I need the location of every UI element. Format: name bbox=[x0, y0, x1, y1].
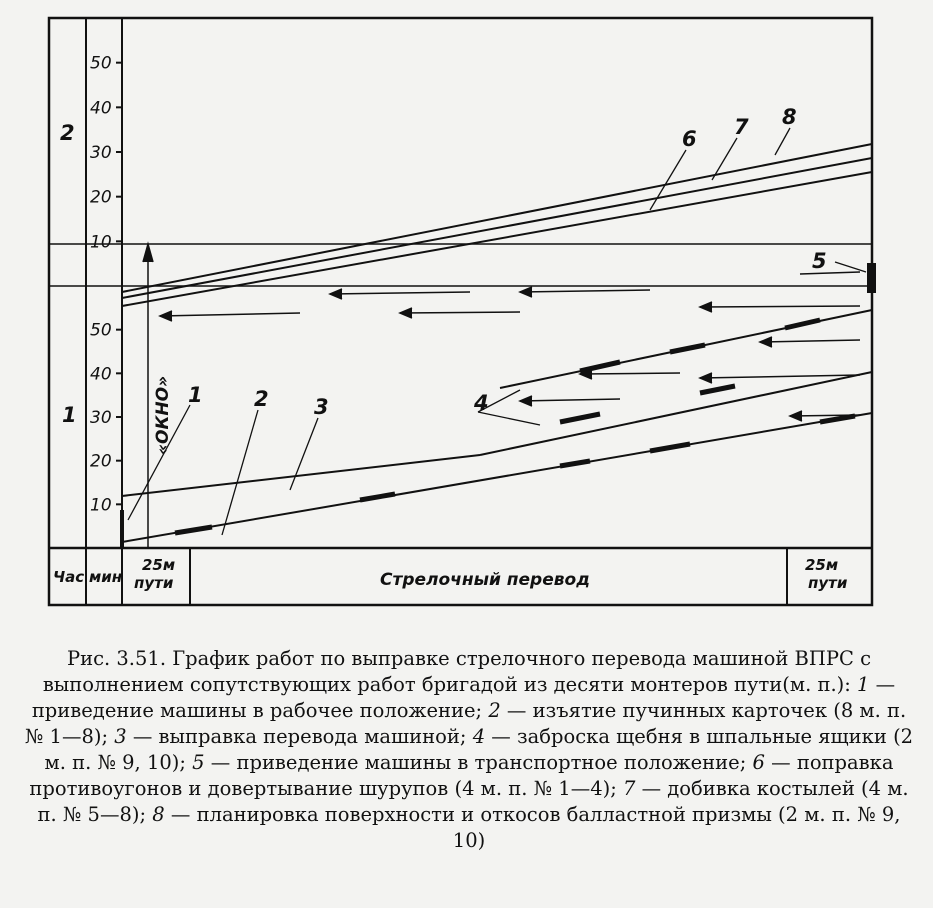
lower-tick-10: 10 bbox=[90, 495, 112, 516]
caption-item-text: — планировка поверхности и откосов балластной призмы (2 м. п. № 9, 10) bbox=[164, 803, 901, 852]
caption-item-text: — поправка противоугонов и довертывание шурупов (4 м. п. № 1—4); bbox=[29, 751, 894, 800]
upper-tick-50: 50 bbox=[90, 53, 112, 74]
callout-7: 7 bbox=[734, 115, 749, 139]
callout-6: 6 bbox=[682, 127, 697, 151]
work-lines bbox=[122, 144, 875, 548]
caption-item-number: 2 bbox=[488, 699, 501, 722]
track-left-label: 25м пути bbox=[134, 556, 176, 592]
caption-item-text: — изъятие пучинных карточек (8 м. п. № 1—8); bbox=[24, 699, 907, 748]
callout-4: 4 bbox=[474, 391, 489, 415]
lower-tick-50: 50 bbox=[90, 320, 112, 341]
caption-item-text: — приведение машины в транспортное положение; bbox=[204, 751, 753, 774]
caption-item-number: 4 bbox=[472, 725, 486, 748]
figure-caption bbox=[24, 646, 914, 854]
lower-tick-40: 40 bbox=[90, 364, 112, 385]
callouts bbox=[128, 128, 866, 535]
track-middle-label: Стрелочный перевод bbox=[380, 570, 590, 590]
upper-tick-10: 10 bbox=[90, 232, 112, 253]
hour-zone-2: 2 bbox=[60, 121, 75, 145]
track-right-label: 25м пути bbox=[805, 556, 848, 592]
tick-labels-upper bbox=[90, 54, 122, 253]
callout-5: 5 bbox=[812, 249, 827, 273]
callout-labels bbox=[188, 105, 827, 419]
lower-tick-20: 20 bbox=[90, 451, 112, 472]
line-pass-2 bbox=[480, 372, 872, 455]
diagram-frame bbox=[49, 18, 872, 605]
caption-prefix: Рис. 3.51. bbox=[66, 647, 167, 670]
window-label: «ОКНО» bbox=[153, 375, 173, 455]
caption-item-number: 7 bbox=[622, 777, 636, 800]
callout-1: 1 bbox=[188, 383, 203, 407]
callout-2: 2 bbox=[254, 387, 269, 411]
upper-tick-20: 20 bbox=[90, 187, 112, 208]
lower-tick-30: 30 bbox=[90, 408, 112, 428]
callout-8: 8 bbox=[782, 105, 797, 129]
line-crew-7 bbox=[122, 158, 872, 298]
upper-tick-30: 30 bbox=[90, 143, 112, 163]
caption-item-text: — заброска щебня в шпальные ящики (2 м. п. № 9, 10); bbox=[44, 725, 914, 774]
window-arrow bbox=[143, 244, 153, 548]
hour-column-label: Час bbox=[53, 568, 85, 586]
caption-item-number: 6 bbox=[752, 751, 765, 774]
caption-item-number: 8 bbox=[152, 803, 165, 826]
caption-item-number: 1 bbox=[857, 673, 870, 696]
caption-item-text: — добивка костылей (4 м. п. № 5—8); bbox=[37, 777, 909, 826]
caption-items bbox=[25, 673, 913, 852]
hour-zone-1: 1 bbox=[62, 403, 77, 427]
callout-3: 3 bbox=[314, 395, 329, 419]
minute-column-label: мин bbox=[89, 568, 123, 586]
caption-item-text: — приведение машины в рабочее положение; bbox=[31, 673, 896, 722]
caption-title: График работ по выправке стрелочного перевода машиной ВПРС с выполнением сопутствующих работ бригадой из десяти монтеров пути(м. п.): bbox=[42, 647, 872, 696]
line-crew-8 bbox=[122, 144, 872, 292]
caption-item-text: — выправка перевода машиной; bbox=[126, 725, 473, 748]
upper-tick-40: 40 bbox=[90, 98, 112, 119]
line-pass-1 bbox=[122, 413, 872, 542]
tick-labels-lower bbox=[90, 321, 122, 516]
y-axis bbox=[53, 54, 122, 586]
track-sections bbox=[134, 556, 848, 592]
caption-item-number: 3 bbox=[114, 725, 127, 748]
caption-item-number: 5 bbox=[192, 751, 205, 774]
